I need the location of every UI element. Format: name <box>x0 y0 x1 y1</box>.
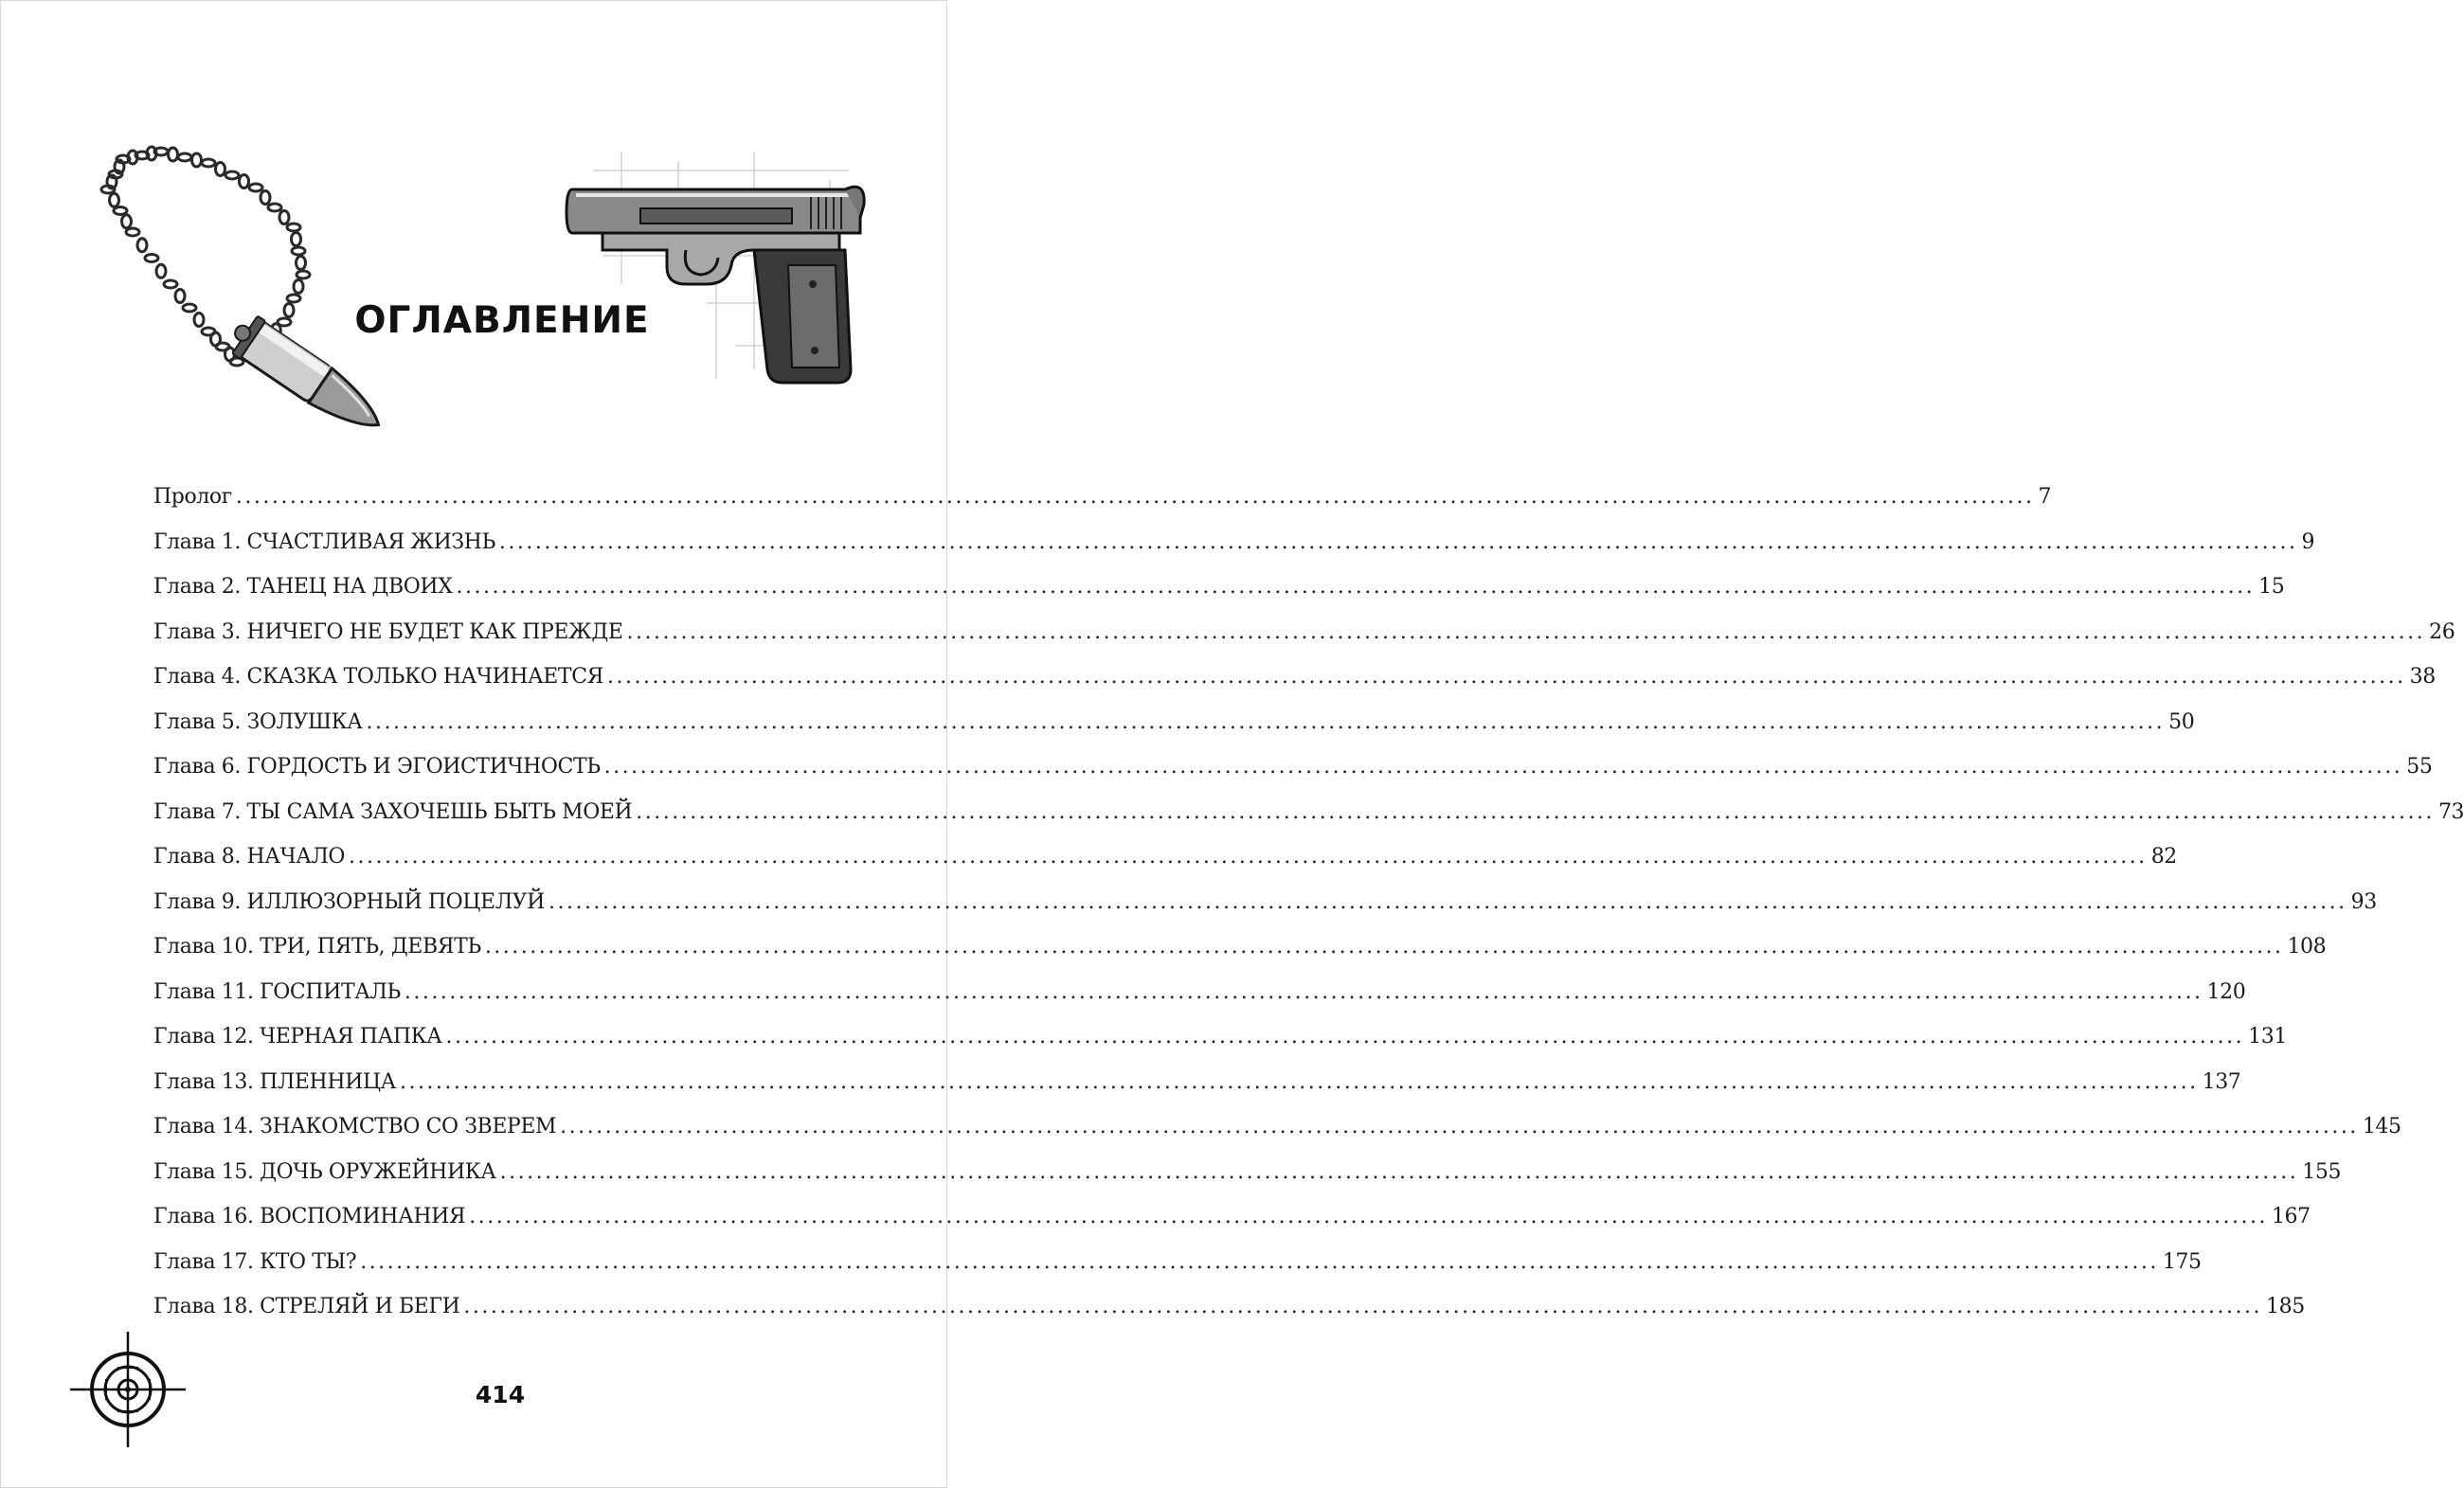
toc-entry-page: 185 <box>2266 1295 2305 1318</box>
toc-entry-title: Глава 9. ИЛЛЮЗОРНЫЙ ПОЦЕЛУЙ <box>153 889 545 914</box>
chain-link <box>294 280 303 294</box>
toc-entry-page: 167 <box>2271 1205 2311 1228</box>
bullet-necklace-icon <box>95 142 398 436</box>
toc-entry-page: 7 <box>2038 485 2052 509</box>
chain-link <box>126 228 139 236</box>
toc-entry-page: 15 <box>2258 575 2285 599</box>
toc-entry-title: Глава 6. ГОРДОСТЬ И ЭГОИСТИЧНОСТЬ <box>153 755 601 779</box>
toc-entry[interactable] <box>153 665 2436 710</box>
dot-leader: ........................................................................................................................................................................................................ <box>603 755 2403 779</box>
toc-entry[interactable] <box>153 575 2285 620</box>
dot-leader: ........................................................................................................................................................................................................ <box>560 1115 2359 1138</box>
chain-link <box>225 171 239 179</box>
toc-entry[interactable] <box>153 799 2464 846</box>
toc-entry[interactable] <box>153 755 2433 800</box>
toc-entry-title: Глава 11. ГОСПИТАЛЬ <box>153 979 401 1004</box>
chain-link <box>216 163 225 176</box>
toc-entry[interactable] <box>153 619 2455 666</box>
dot-leader: ........................................................................................................................................................................................................ <box>626 619 2426 644</box>
toc-entry-page: 131 <box>2248 1025 2287 1049</box>
chain-link <box>240 175 249 188</box>
chain-link <box>169 148 178 161</box>
toc-entry-title: Глава 1. СЧАСТЛИВАЯ ЖИЗНЬ <box>153 529 495 554</box>
chain-link <box>297 271 310 278</box>
toc-entry-page: 38 <box>2409 665 2436 689</box>
toc-entry-title: Глава 17. КТО ТЫ? <box>153 1249 357 1274</box>
toc-entry-title: Глава 3. НИЧЕГО НЕ БУДЕТ КАК ПРЕЖДЕ <box>153 619 623 644</box>
toc-entry-title: Пролог <box>153 485 232 509</box>
chain-link <box>137 239 147 252</box>
dot-leader: ........................................................................................................................................................................................................ <box>484 935 2284 959</box>
chain-link <box>249 184 262 191</box>
toc-entry-title: Глава 14. ЗНАКОМСТВО СО ЗВЕРЕМ <box>153 1115 557 1138</box>
dot-leader: ........................................................................................................................................................................................................ <box>607 665 2406 689</box>
chain-link <box>292 233 301 246</box>
toc-entry-title: Глава 2. ТАНЕЦ НА ДВОИХ <box>153 575 453 599</box>
toc-entry-page: 145 <box>2362 1115 2401 1138</box>
chain-link <box>164 280 177 288</box>
chain-link <box>156 264 166 278</box>
toc-entry-page: 9 <box>2301 529 2315 554</box>
chain-link <box>287 224 300 231</box>
chain-link <box>122 215 132 228</box>
dot-leader: ........................................................................................................................................................................................................ <box>445 1025 2245 1049</box>
toc-entry-title: Глава 18. СТРЕЛЯЙ И БЕГИ <box>153 1295 460 1318</box>
toc-entry-page: 175 <box>2162 1249 2202 1274</box>
chain-link <box>110 193 119 206</box>
toc-entry-page: 82 <box>2150 845 2177 869</box>
toc-entry[interactable] <box>153 1205 2311 1250</box>
chain-link <box>297 257 306 270</box>
toc-entry[interactable] <box>153 889 2377 936</box>
toc-entry[interactable] <box>153 1069 2241 1116</box>
chain-link <box>202 159 215 167</box>
toc-entry[interactable] <box>153 979 2246 1026</box>
page-title: ОГЛАВЛЕНИЕ <box>354 299 650 342</box>
dot-leader: ........................................................................................................................................................................................................ <box>235 485 2035 509</box>
chain-link <box>287 295 300 302</box>
toc-entry[interactable] <box>153 709 2195 756</box>
toc-entry-title: Глава 4. СКАЗКА ТОЛЬКО НАЧИНАЕТСЯ <box>153 665 604 689</box>
chain-link <box>292 247 305 255</box>
toc-entry[interactable] <box>153 529 2315 576</box>
chain-link <box>284 304 294 317</box>
chain-link <box>268 204 281 211</box>
dot-leader: ........................................................................................................................................................................................................ <box>548 889 2347 914</box>
chain-link <box>279 211 289 224</box>
toc-entry[interactable] <box>153 1295 2305 1340</box>
dot-leader: ........................................................................................................................................................................................................ <box>399 1069 2199 1094</box>
toc-entry-title: Глава 12. ЧЕРНАЯ ПАПКА <box>153 1025 442 1049</box>
toc-entry-title: Глава 10. ТРИ, ПЯТЬ, ДЕВЯТЬ <box>153 935 481 959</box>
toc-entry[interactable] <box>153 1025 2287 1070</box>
chain-link <box>261 191 270 205</box>
table-of-contents <box>153 485 2464 1340</box>
chain-link <box>145 255 158 262</box>
toc-entry-page: 93 <box>2350 889 2377 914</box>
dot-leader: ........................................................................................................................................................................................................ <box>404 979 2203 1004</box>
toc-entry-page: 108 <box>2287 935 2327 959</box>
page-number: 414 <box>475 1381 526 1408</box>
dot-leader: ........................................................................................................................................................................................................ <box>360 1249 2159 1274</box>
toc-entry-page: 155 <box>2302 1159 2342 1184</box>
dot-leader: ........................................................................................................................................................................................................ <box>366 709 2166 734</box>
toc-entry-title: Глава 13. ПЛЕННИЦА <box>153 1069 396 1094</box>
toc-entry-page: 55 <box>2406 755 2433 779</box>
dot-leader: ........................................................................................................................................................................................................ <box>349 845 2148 869</box>
toc-entry-page: 26 <box>2429 619 2455 644</box>
toc-entry[interactable] <box>153 1159 2342 1206</box>
toc-entry-page: 73 <box>2437 799 2464 824</box>
toc-entry-page: 50 <box>2168 709 2195 734</box>
toc-entry-page: 120 <box>2206 979 2246 1004</box>
chain-link <box>175 290 185 303</box>
toc-entry[interactable] <box>153 935 2327 980</box>
chain-link <box>202 328 215 335</box>
toc-entry-title: Глава 15. ДОЧЬ ОРУЖЕЙНИКА <box>153 1159 496 1184</box>
dot-leader: ........................................................................................................................................................................................................ <box>498 529 2298 554</box>
dot-leader: ........................................................................................................................................................................................................ <box>469 1205 2268 1228</box>
chain-link <box>114 207 127 215</box>
dot-leader: ........................................................................................................................................................................................................ <box>499 1159 2299 1184</box>
toc-entry-page: 137 <box>2202 1069 2241 1094</box>
toc-entry[interactable] <box>153 485 2052 530</box>
toc-entry-title: Глава 16. ВОСПОМИНАНИЯ <box>153 1205 466 1228</box>
toc-entry-title: Глава 5. ЗОЛУШКА <box>153 709 363 734</box>
chain-link <box>178 153 191 161</box>
chain-link <box>194 314 204 327</box>
crosshair-target-icon <box>68 1330 188 1449</box>
dot-leader: ........................................................................................................................................................................................................ <box>636 799 2435 824</box>
toc-entry[interactable] <box>153 1249 2202 1296</box>
toc-entry[interactable] <box>153 845 2177 890</box>
toc-entry[interactable] <box>153 1115 2401 1160</box>
dot-leader: ........................................................................................................................................................................................................ <box>463 1295 2263 1318</box>
chain-link <box>192 153 202 167</box>
pistol-icon <box>565 152 870 388</box>
toc-entry-title: Глава 7. ТЫ САМА ЗАХОЧЕШЬ БЫТЬ МОЕЙ <box>153 799 633 824</box>
chain-link <box>183 304 196 312</box>
dot-leader: ........................................................................................................................................................................................................ <box>456 575 2256 599</box>
toc-entry-title: Глава 8. НАЧАЛО <box>153 845 346 869</box>
